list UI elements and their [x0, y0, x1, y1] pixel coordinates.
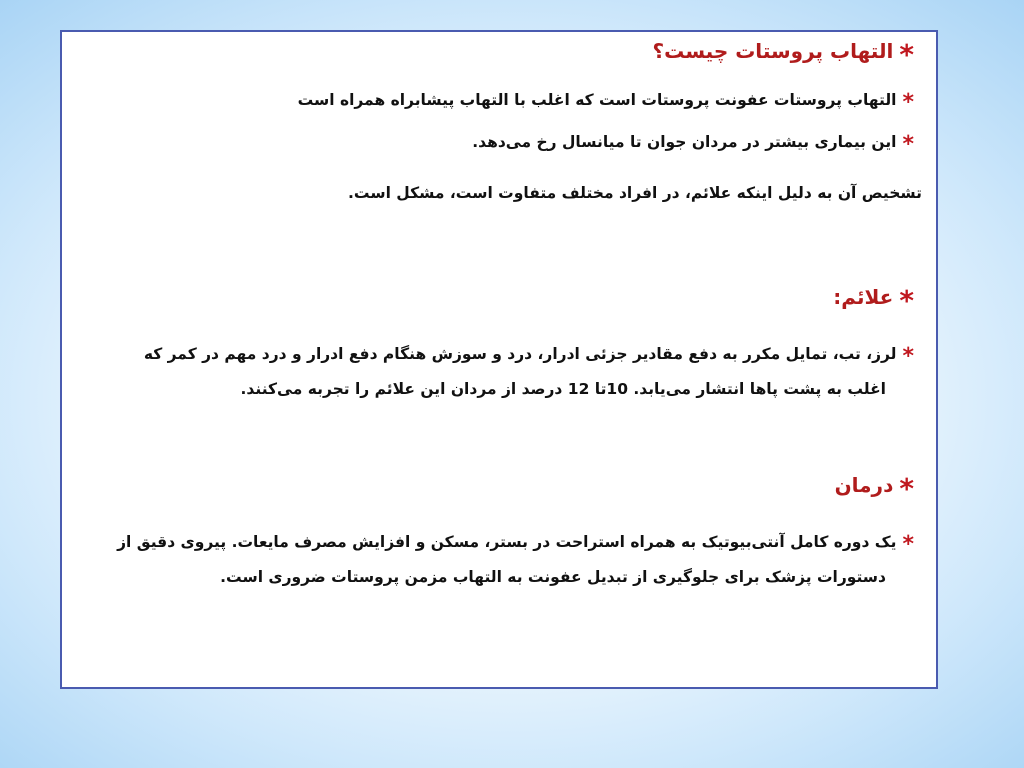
bullet-text: این بیماری بیشتر در مردان جوان تا میانسال رخ می‌دهد.: [472, 133, 897, 151]
heading-treatment: [835, 472, 914, 505]
bullet-text: التهاب پروستات عفونت پروستات است که اغلب با التهاب پیشابراه همراه است: [297, 91, 897, 109]
treatment-line-1: یک دوره کامل آنتی‌بیوتیک به همراه استراحت در بستر، مسکن و افزایش مصرف مایعات. پیروی دقیق از: [117, 533, 897, 551]
heading-text: التهاب پروستات چیست؟: [652, 39, 894, 63]
bullet-age-group: [472, 132, 914, 157]
treatment-bullet: [117, 526, 914, 594]
bullet-star-icon: *: [899, 38, 914, 71]
heading-symptoms: [833, 284, 914, 317]
bullet-star-icon: *: [902, 132, 914, 157]
symptoms-line-1: لرز، تب، تمایل مکرر به دفع مقادیر جزئی ادرار، درد و سوزش هنگام دفع ادرار و درد مهم در کمر که: [143, 345, 897, 363]
paragraph-text: تشخیص آن به دلیل اینکه علائم، در افراد مختلف متفاوت است، مشکل است.: [348, 184, 922, 202]
heading-text: علائم:: [833, 285, 894, 309]
bullet-star-icon: *: [899, 284, 914, 317]
treatment-line-2: دستورات پزشک برای جلوگیری از تبدیل عفونت به التهاب مزمن پروستات ضروری است.: [220, 568, 886, 586]
bullet-star-icon: *: [902, 532, 914, 557]
heading-text: درمان: [834, 473, 894, 497]
symptoms-bullet: [144, 338, 914, 406]
slide-content-box: [60, 30, 938, 689]
symptoms-line-2: اغلب به پشت پاها انتشار می‌یابد. 10تا 12 درصد از مردان این علائم را تجربه می‌کنند.: [240, 380, 886, 398]
bullet-star-icon: *: [902, 90, 914, 115]
bullet-star-icon: *: [902, 344, 914, 369]
diagnosis-paragraph: [348, 184, 922, 202]
heading-what-is-prostatitis: [653, 38, 914, 71]
bullet-star-icon: *: [899, 472, 914, 505]
bullet-definition: [298, 90, 914, 115]
